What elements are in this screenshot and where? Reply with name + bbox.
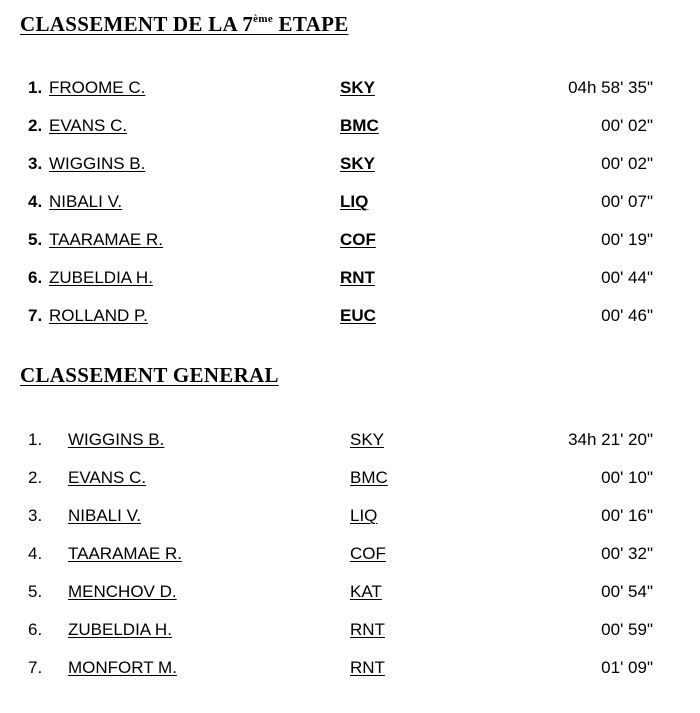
team-link[interactable]: LIQ bbox=[350, 506, 378, 525]
table-row bbox=[0, 304, 700, 328]
rank: 7. bbox=[28, 306, 43, 325]
rider-name-link[interactable]: MONFORT M. bbox=[68, 658, 177, 677]
rank: 1. bbox=[28, 430, 43, 449]
team-link[interactable]: SKY bbox=[340, 154, 375, 173]
team-link[interactable]: COF bbox=[340, 230, 376, 249]
rider-name-link[interactable]: EVANS C. bbox=[49, 116, 128, 135]
rank: 3. bbox=[28, 506, 43, 525]
time: 00' 16" bbox=[601, 506, 653, 525]
rank: 3. bbox=[28, 154, 43, 173]
time: 34h 21' 20" bbox=[568, 430, 653, 449]
rider-name-link[interactable]: TAARAMAE R. bbox=[68, 544, 182, 563]
team-link[interactable]: EUC bbox=[340, 306, 376, 325]
rank: 4. bbox=[28, 192, 43, 211]
rider-name-link[interactable]: ROLLAND P. bbox=[49, 306, 148, 325]
rank: 2. bbox=[28, 468, 43, 487]
rank: 5. bbox=[28, 230, 43, 249]
rank: 5. bbox=[28, 582, 43, 601]
rider-name-link[interactable]: ZUBELDIA H. bbox=[68, 620, 172, 639]
rider-name-link[interactable]: MENCHOV D. bbox=[68, 582, 177, 601]
time: 00' 02" bbox=[601, 116, 653, 135]
rider-name-link[interactable]: EVANS C. bbox=[68, 468, 147, 487]
rider-name-link[interactable]: NIBALI V. bbox=[49, 192, 123, 211]
rider-name-link[interactable]: NIBALI V. bbox=[68, 506, 142, 525]
time: 00' 07" bbox=[601, 192, 653, 211]
team-link[interactable]: SKY bbox=[350, 430, 385, 449]
team-link[interactable]: RNT bbox=[350, 620, 385, 639]
time: 00' 19" bbox=[601, 230, 653, 249]
team-link[interactable]: RNT bbox=[340, 268, 375, 287]
stage-title-prefix: CLASSEMENT DE LA 7 bbox=[20, 12, 254, 36]
table-row bbox=[0, 466, 700, 490]
time: 00' 54" bbox=[601, 582, 653, 601]
team-link[interactable]: KAT bbox=[350, 582, 382, 601]
table-row bbox=[0, 504, 700, 528]
rider-name-link[interactable]: TAARAMAE R. bbox=[49, 230, 163, 249]
table-row bbox=[0, 190, 700, 214]
table-row bbox=[0, 266, 700, 290]
rider-name-link[interactable]: FROOME C. bbox=[49, 78, 146, 97]
stage-title-suffix: ETAPE bbox=[273, 12, 349, 36]
team-link[interactable]: BMC bbox=[340, 116, 379, 135]
table-row bbox=[0, 656, 700, 680]
time: 00' 02" bbox=[601, 154, 653, 173]
time: 00' 59" bbox=[601, 620, 653, 639]
table-row bbox=[0, 542, 700, 566]
table-row bbox=[0, 580, 700, 604]
time: 00' 46" bbox=[601, 306, 653, 325]
stage-classification-title bbox=[20, 12, 349, 37]
rank: 6. bbox=[28, 268, 43, 287]
time: 00' 10" bbox=[601, 468, 653, 487]
time: 04h 58' 35" bbox=[568, 78, 653, 97]
table-row bbox=[0, 152, 700, 176]
table-row bbox=[0, 114, 700, 138]
table-row bbox=[0, 228, 700, 252]
rank: 6. bbox=[28, 620, 43, 639]
rider-name-link[interactable]: WIGGINS B. bbox=[49, 154, 146, 173]
rider-name-link[interactable]: WIGGINS B. bbox=[68, 430, 165, 449]
team-link[interactable]: LIQ bbox=[340, 192, 369, 211]
stage-title-superscript: ème bbox=[253, 13, 273, 25]
rank: 1. bbox=[28, 78, 43, 97]
rank: 7. bbox=[28, 658, 43, 677]
rank: 2. bbox=[28, 116, 43, 135]
team-link[interactable]: BMC bbox=[350, 468, 388, 487]
team-link[interactable]: SKY bbox=[340, 78, 375, 97]
time: 00' 44" bbox=[601, 268, 653, 287]
table-row bbox=[0, 76, 700, 100]
time: 00' 32" bbox=[601, 544, 653, 563]
general-classification-title: CLASSEMENT GENERAL bbox=[20, 363, 279, 387]
rank: 4. bbox=[28, 544, 43, 563]
table-row bbox=[0, 428, 700, 452]
time: 01' 09" bbox=[601, 658, 653, 677]
team-link[interactable]: RNT bbox=[350, 658, 385, 677]
table-row bbox=[0, 618, 700, 642]
rider-name-link[interactable]: ZUBELDIA H. bbox=[49, 268, 153, 287]
team-link[interactable]: COF bbox=[350, 544, 386, 563]
